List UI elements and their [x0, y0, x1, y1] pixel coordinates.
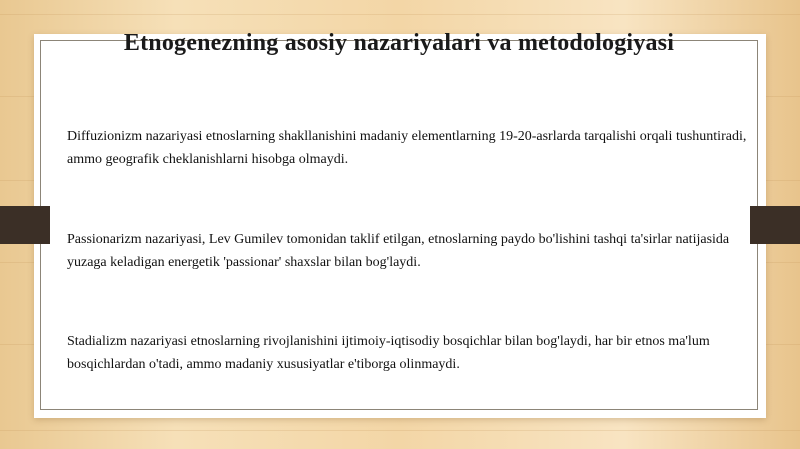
- paragraph-stadializm: Stadializm nazariyasi etnoslarning rivojlanishini ijtimoiy-iqtisodiy bosqichlar bilan bog'laydi, har bir etnos ma'lum bosqichlardan o'tadi, ammo madaniy xususiyatlar e'tiborga olinmaydi.: [67, 334, 710, 372]
- paragraph-passionarizm: Passionarizm nazariyasi, Lev Gumilev tomonidan taklif etilgan, etnoslarning paydo bo'lishini tashqi ta'sirlar natijasida yuzaga keladigan energetik 'passionar' shaxslar bilan bog'laydi.: [67, 232, 730, 270]
- paragraph-diffuzionizm: Diffuzionizm nazariyasi etnoslarning shakllanishini madaniy elementlarning 19-20-asrlarda tarqalishi orqali tushuntiradi, ammo geografik cheklanishlarni hisobga olmaydi.: [67, 129, 747, 167]
- right-side-tab: [750, 206, 800, 244]
- left-side-tab: [0, 206, 50, 244]
- slide-title: Etnogenezning asosiy nazariyalari va metodologiyasi: [123, 30, 675, 56]
